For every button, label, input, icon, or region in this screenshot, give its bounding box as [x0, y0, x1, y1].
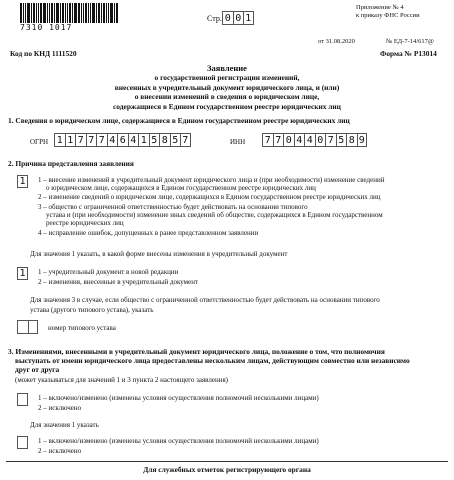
- barcode-bar: [103, 3, 105, 23]
- page-digit-cell[interactable]: 1: [243, 11, 254, 25]
- section3-heading-line-1: 3. Изменениями, внесенными в учредительный документ юридического лица, положение о том, что полномочия: [8, 347, 385, 356]
- barcode-bar: [54, 3, 55, 23]
- title-line-2: о государственной регистрации изменений,: [154, 73, 300, 82]
- authority-sub-selector-box[interactable]: [17, 436, 28, 449]
- barcode-bar: [25, 3, 26, 23]
- reason-option-line-7: 4 – исправление ошибок, допущенных в ранее представленном заявлении: [38, 229, 259, 237]
- barcode-bar: [38, 3, 39, 23]
- barcode-bar: [81, 3, 82, 23]
- ogrn-digit-cell[interactable]: 4: [128, 133, 139, 147]
- barcode-bar: [90, 3, 91, 23]
- charter-number-cells[interactable]: [17, 320, 38, 334]
- barcode-bars: [20, 3, 119, 23]
- knd-code: Код по КНД 1111520: [10, 49, 77, 58]
- section3-heading-line-3: друг от друга: [15, 365, 60, 374]
- authority-sub-option-1: 1 – включено/изменено (изменены условия осуществления полномочий несколькими лицами): [38, 437, 319, 445]
- charter-number-cell[interactable]: [28, 320, 39, 334]
- barcode-bar: [43, 3, 46, 23]
- barcode-bar: [108, 3, 109, 23]
- official-marks-label: Для служебных отметок регистрирующего органа: [143, 465, 311, 474]
- inn-digit-cell[interactable]: 7: [273, 133, 284, 147]
- authority-sub-option-2: 2 – исключено: [38, 447, 82, 455]
- barcode-bar: [98, 3, 100, 23]
- barcode-bar: [101, 3, 102, 23]
- page-label: Стр.: [207, 14, 222, 23]
- inn-digit-cell[interactable]: 0: [315, 133, 326, 147]
- inn-digit-cell[interactable]: 4: [294, 133, 305, 147]
- barcode-bar: [106, 3, 107, 23]
- inn-digit-cell[interactable]: 0: [283, 133, 294, 147]
- reason-option-line-4: 3 – общество с ограниченной ответственностью будет действовать на основании типового: [38, 203, 308, 211]
- barcode-bar: [20, 3, 22, 23]
- page-number-cells: [222, 11, 254, 25]
- ogrn-digit-cell[interactable]: 1: [54, 133, 65, 147]
- barcode-bar: [40, 3, 42, 23]
- barcode-bar: [69, 3, 71, 23]
- ogrn-digit-cell[interactable]: 4: [107, 133, 118, 147]
- barcode-bar: [83, 3, 84, 23]
- inn-label: ИНН: [230, 138, 246, 146]
- authority-option-2: 2 – исключено: [38, 404, 82, 412]
- title-line-1: Заявление: [207, 63, 247, 73]
- ogrn-digit-cell[interactable]: 6: [117, 133, 128, 147]
- ogrn-digit-cell[interactable]: 5: [149, 133, 160, 147]
- section3-note: (может указываться для значений 1 и 3 пункта 2 настоящего заявления): [15, 376, 229, 384]
- charter-number-label: номер типового устава: [48, 324, 116, 332]
- charter-number-cell[interactable]: [17, 320, 28, 334]
- barcode-bar: [49, 3, 50, 23]
- inn-digit-cell[interactable]: 7: [325, 133, 336, 147]
- reason-option-line-3: 2 – изменение сведений о юридическом лице, содержащихся в Едином государственном реестре юридических лиц: [38, 193, 381, 201]
- inn-digit-cell[interactable]: 7: [262, 133, 273, 147]
- barcode-bar: [88, 3, 89, 23]
- inn-digit-cell[interactable]: 9: [357, 133, 368, 147]
- reason-option-line-2: о юридическом лице, содержащихся в Едином государственном реестре юридических лиц: [46, 184, 316, 192]
- page-digit-cell[interactable]: 0: [233, 11, 244, 25]
- barcode-bar: [33, 3, 35, 23]
- barcode-bar: [60, 3, 61, 23]
- ogrn-digit-cell[interactable]: 5: [170, 133, 181, 147]
- title-line-4: о внесении изменений в сведения о юридическом лице,: [134, 92, 320, 101]
- section2-heading: 2. Причина представления заявления: [8, 159, 134, 168]
- change-form-option-1: 1 – учредительный документ в новой редакции: [38, 268, 179, 276]
- sub1-caption: Для значения 1 указать, в какой форме внесены изменения в учредительный документ: [30, 250, 288, 258]
- section3-sub-caption: Для значения 1 указать: [30, 421, 99, 429]
- inn-digit-cell[interactable]: 4: [304, 133, 315, 147]
- order-number: № ЕД-7-14/617@: [386, 38, 434, 45]
- barcode-bar: [27, 3, 30, 23]
- section1-heading: 1. Сведения о юридическом лице, содержащиеся в Едином государственном реестре юридических лиц: [8, 116, 350, 125]
- change-form-selector-box[interactable]: 1: [17, 267, 28, 280]
- ogrn-digit-cell[interactable]: 7: [86, 133, 97, 147]
- barcode-bar: [67, 3, 68, 23]
- barcode-bar: [114, 3, 115, 23]
- sub3-caption-line-2: устава (другого типового устава), указать: [30, 306, 154, 314]
- barcode-bar: [78, 3, 80, 23]
- reason-option-line-5: устава и (при необходимости) изменение иных сведений об обществе, содержащихся в Едином государственном: [46, 211, 383, 219]
- reason-option-line-6: реестре юридических лиц: [46, 219, 124, 227]
- barcode-bar: [56, 3, 59, 23]
- barcode-bar: [47, 3, 48, 23]
- section3-heading-line-2: выступать от имени юридического лица предоставлены нескольким лицам, действующим совместно или независимо: [15, 356, 410, 365]
- appendix-line-1: Приложение № 4: [356, 4, 404, 11]
- barcode: [20, 3, 119, 32]
- title-line-5: содержащиеся в Едином государственном реестре юридических лиц: [113, 101, 341, 111]
- authority-selector-box[interactable]: [17, 393, 28, 406]
- order-date: от 31.08.2020: [318, 38, 355, 45]
- ogrn-digit-cell[interactable]: 7: [75, 133, 86, 147]
- ogrn-digit-cell[interactable]: 7: [180, 133, 191, 147]
- barcode-bar: [92, 3, 95, 23]
- page-digit-cell[interactable]: 0: [222, 11, 233, 25]
- barcode-bar: [96, 3, 97, 23]
- ogrn-digit-cell[interactable]: 1: [65, 133, 76, 147]
- inn-cells[interactable]: [262, 133, 367, 147]
- reason-selector-box[interactable]: 1: [17, 175, 28, 188]
- barcode-number: 7310 1017: [20, 23, 73, 32]
- ogrn-digit-cell[interactable]: 1: [138, 133, 149, 147]
- inn-digit-cell[interactable]: 8: [346, 133, 357, 147]
- barcode-bar: [74, 3, 77, 23]
- ogrn-cells[interactable]: [54, 133, 191, 147]
- ogrn-digit-cell[interactable]: 7: [96, 133, 107, 147]
- title-line-3: внесенных в учредительный документ юридического лица, и (или): [114, 82, 340, 92]
- barcode-bar: [85, 3, 87, 23]
- appendix-line-2: к приказу ФНС России: [356, 12, 420, 19]
- barcode-bar: [23, 3, 24, 23]
- barcode-bar: [51, 3, 53, 23]
- authority-option-1: 1 – включено/изменено (изменены условия осуществления полномочий несколькими лицами): [38, 394, 319, 402]
- sub3-caption-line-1: Для значения 3 в случае, если общество с ограниченной ответственностью будет действовать на основании типового: [30, 296, 380, 304]
- barcode-bar: [31, 3, 32, 23]
- barcode-bar: [116, 3, 118, 23]
- barcode-bar: [62, 3, 64, 23]
- inn-digit-cell[interactable]: 5: [336, 133, 347, 147]
- change-form-option-2: 2 – изменения, внесенные в учредительный документ: [38, 278, 199, 286]
- ogrn-digit-cell[interactable]: 8: [159, 133, 170, 147]
- reason-option-line-1: 1 – внесение изменений в учредительный документ юридического лица и (при необходимости) изменение сведений: [38, 176, 385, 184]
- barcode-bar: [36, 3, 37, 23]
- barcode-bar: [72, 3, 73, 23]
- barcode-bar: [110, 3, 113, 23]
- form-number: Форма № Р13014: [380, 49, 437, 58]
- barcode-bar: [65, 3, 66, 23]
- ogrn-label: ОГРН: [30, 138, 49, 146]
- footer-rule: [6, 461, 448, 462]
- document-title: [0, 63, 454, 111]
